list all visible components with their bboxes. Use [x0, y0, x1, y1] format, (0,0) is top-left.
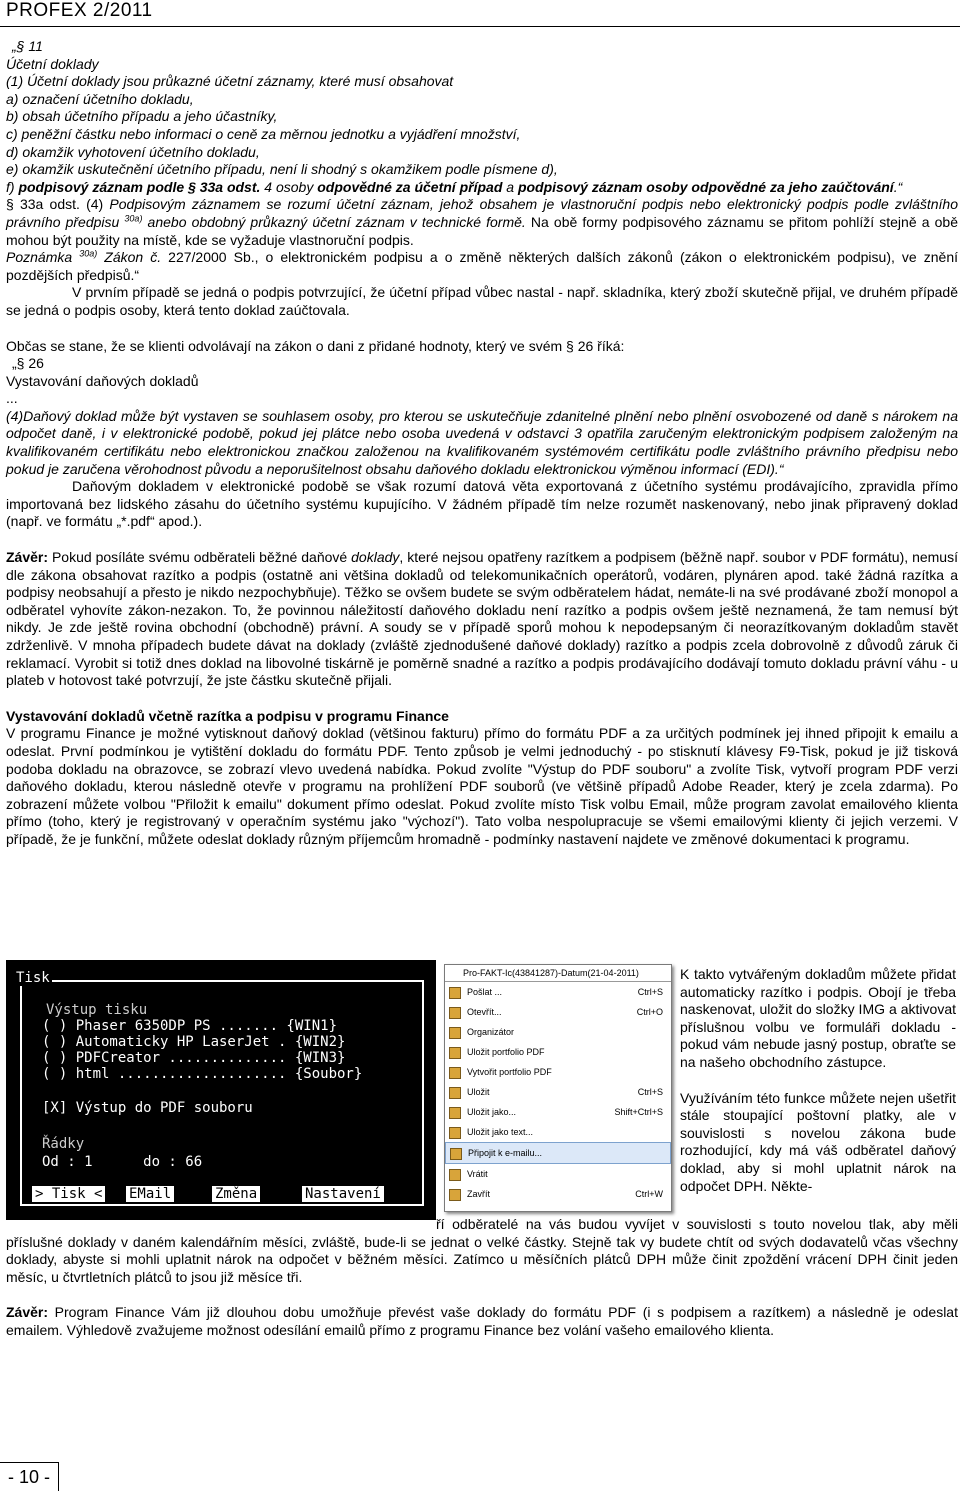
menu-item-label: Organizátor: [467, 1027, 515, 1037]
law-11-item-b: b) obsah účetního případu a jeho účastníky,: [6, 108, 278, 125]
f-prefix: f): [6, 178, 19, 195]
dos-tisk-button[interactable]: [32, 1186, 105, 1202]
menu-item-label: Vytvořit portfolio PDF: [467, 1067, 552, 1077]
expl-b: skladníka, který zboží skutečně přijal, ve druhém případě se jedná o podpis osoby, která tento doklad zaúčtovala.: [6, 284, 958, 318]
dos-email-label: EMail: [126, 1186, 174, 1202]
f-text-1: 4 osoby: [260, 178, 318, 195]
dos-tisk-label: > Tisk <: [32, 1186, 105, 1202]
menu-item-label: Vrátit: [467, 1169, 488, 1179]
dos-print-dialog: [6, 960, 436, 1220]
dph-heading: „§ 26: [12, 355, 44, 372]
s33-text-3: Na obě formy podpisového záznamu se přitom pohlíží stejně a obě mohou být použity na místě, kde se vyžaduje vlastnoruční podpis.: [6, 213, 958, 248]
note-zakon: Zákon č.: [97, 249, 169, 266]
menu-title: Pro-FAKT-Ic(43841287)-Datum(21-04-2011): [445, 965, 671, 982]
zaver-2: [6, 1304, 958, 1339]
dos-option-1[interactable]: ( ) Phaser 6350DP PS ....... {WIN1}: [42, 1018, 338, 1034]
page-number: - 10 -: [0, 1462, 59, 1491]
menu-item-label: Uložit portfolio PDF: [467, 1047, 545, 1057]
dos-email-button[interactable]: [126, 1186, 174, 1202]
menu-item-label: Zavřít: [467, 1189, 491, 1199]
s33-text-2: anebo obdobný průkazný účetní záznam v technické formě.: [142, 213, 531, 230]
side-column: [680, 966, 956, 1195]
side-p1: K takto vytvářeným dokladům můžete přidat automaticky razítko i podpis. Obojí je třeba naskenovat, uložit do složky IMG a aktivovat příslušnou volbu ve formuláři dokladu - pokud vám nebude jasný postup, obraťte se na našeho obchodního zástupce.: [680, 966, 956, 1070]
menu-item[interactable]: [445, 1062, 671, 1082]
menu-item[interactable]: [445, 1022, 671, 1042]
note-text: , o elektronickém podpisu a o změně některých dalších zákonů (zákon o elektronickém podpisu), ve znění pozdějších předpisů.“: [6, 249, 958, 283]
menu-item[interactable]: [445, 1082, 671, 1102]
menu-item-shortcut: Ctrl+S: [637, 1087, 663, 1097]
zaver-2-label: Závěr:: [6, 1304, 49, 1321]
dph-intro: Občas se stane, že se klienti odvolávají na zákon o dani z přidané hodnoty, který ve svém § 26 říká:: [6, 337, 625, 354]
zaver-1-text-b: doklady: [351, 549, 400, 566]
law-33a: [6, 196, 958, 249]
dph-p4: (4)Daňový doklad může být vystaven se souhlasem osoby, pro kterou se uskutečňuje zdanitelné plnění nebo plnění osvobozené od daně s nárokem na odpočet daně, i v elektronické podobě, pokud jej plátce nebo osoba uvedená v odstavci 3 opatřila zaručeným elektronickým podpisem založeným na kvalifikovaném certifikátu nebo elektronickou značkou založenou na kvalifikovaném systémovém certifikátu podle zvláštního právního předpisu nebo pokud je zaručena věrohodnost původu a neporušitelnost obsahu daňového dokladu elektronickou výměnou informací (EDI).“: [6, 407, 958, 477]
menu-item[interactable]: [445, 1042, 671, 1062]
f-bold-2: odpovědné za účetní případ: [317, 178, 503, 195]
article-body: [6, 38, 958, 849]
law-11-item-f: [6, 179, 958, 197]
dos-page-range[interactable]: Od : 1 do : 66: [42, 1154, 203, 1170]
dos-zmena-label: Změna: [212, 1186, 260, 1202]
menu-item-label: Otevřít...: [467, 1007, 502, 1017]
s33-text: Podpisovým záznamem se rozumí účetní záznam, jehož obsahem je vlastnoruční podpis nebo elektronický podpis podle zvláštního právního předpisu: [6, 196, 958, 230]
f-bold-1: podpisový záznam podle § 33a odst.: [18, 178, 261, 195]
journal-title: PROFEX 2/2011: [6, 0, 153, 21]
menu-item-label: Uložit: [467, 1087, 490, 1097]
dos-nastaveni-button[interactable]: [302, 1186, 384, 1202]
dph-title: Vystavování daňových dokladů: [6, 372, 199, 389]
menu-item-icon: [449, 1007, 461, 1019]
menu-item[interactable]: [445, 1122, 671, 1142]
dos-nastaveni-label: Nastavení: [302, 1186, 384, 1202]
dos-section-output: Výstup tisku: [46, 1002, 148, 1018]
menu-item-shortcut: Ctrl+W: [635, 1189, 663, 1199]
menu-item[interactable]: [445, 1102, 671, 1122]
dos-option-2[interactable]: ( ) Automaticky HP LaserJet . {WIN2}: [42, 1034, 346, 1050]
dos-dialog-title: Tisk: [16, 970, 50, 986]
law-11-title: Účetní doklady: [6, 55, 99, 72]
screenshots-figure: [6, 960, 670, 1220]
menu-item[interactable]: [445, 1142, 671, 1164]
law-11-heading: „§ 11: [12, 38, 43, 54]
dph-dots: ...: [6, 390, 18, 407]
law-11-item-a: a) označení účetního dokladu,: [6, 90, 194, 107]
note-label: Poznámka: [6, 249, 80, 266]
f-text-2: a: [502, 178, 518, 195]
expl-a: V prvním případě se jedná o podpis potvrzující, že účetní případ vůbec nastal - např.: [72, 284, 604, 301]
dos-pdf-checkbox[interactable]: [X] Výstup do PDF souboru: [42, 1100, 253, 1116]
note-sup: 30a): [79, 248, 98, 259]
zaver-1: [6, 549, 958, 690]
f-bold-3: podpisový záznam osoby odpovědné za jeho zaúčtování: [517, 178, 894, 195]
menu-item[interactable]: [445, 1164, 671, 1184]
menu-item-icon: [449, 1169, 461, 1181]
menu-items: [445, 982, 671, 1204]
zaver-2-text: Program Finance Vám již dlouhou dobu umožňuje převést vaše doklady do formátu PDF (i s podpisem a razítkem) a následně je odeslat emailem. Výhledově zvažujeme možnost odesílání emailů přímo z programu Finance bez volání vašeho emailového klienta.: [6, 1304, 958, 1338]
menu-item-icon: [449, 1047, 461, 1059]
menu-item[interactable]: [445, 1184, 671, 1204]
page-header: [0, 0, 960, 27]
menu-item-shortcut: Shift+Ctrl+S: [614, 1107, 663, 1117]
signature-explanation: [6, 284, 958, 319]
menu-item-icon: [449, 1067, 461, 1079]
f-end: .“: [893, 178, 903, 195]
menu-item-shortcut: Ctrl+S: [637, 987, 663, 997]
menu-item-icon: [450, 1148, 462, 1160]
menu-item-label: Uložit jako text...: [467, 1127, 534, 1137]
menu-item-label: Uložit jako...: [467, 1107, 517, 1117]
pdf-file-menu: [444, 964, 672, 1212]
finance-text: V programu Finance je možné vytisknout daňový doklad (většinou fakturu) přímo do formátu PDF a za určitých podmínek jej ihned připojit k emailu a odeslat. První podmínkou je vytištění dokladu do formátu PDF. Tento způsob je velmi jednoduchý - po stisknutí klávesy F9-Tisk, pokud je již tisková podoba dokladu na obrazovce, se zobrazí vlevo uvedená nabídka. Pokud zvolíte "Výstup do PDF souboru" a zvolíte Tisk, vytvoří program PDF verzi daňového dokladu, kterou následně otevře v programu na prohlížení PDF souborů (ve většině případů Adobe Reader, který je zcela zdarma). Po zobrazení můžete volbou "Přiložit k emailu" dokument přímo odeslat. Pokud zvolíte místo Tisk volbu Email, může program zavolat emailového klienta přímo (toho, který je registrovaný v operačním systému jako "výchozí"). Tato volba nespolupracuje se všemi emailovými klienty či jejich verzemi. V případě, že je funkční, můžete odeslat doklady různým příjemcům hromadně - podmínky nastavení najdete ve změnové dokumentaci k programu.: [6, 725, 958, 847]
menu-item-icon: [449, 987, 461, 999]
law-11-item-d: d) okamžik vyhotovení účetního dokladu,: [6, 143, 260, 160]
law-11-item-e: e) okamžik uskutečnění účetního případu, není li shodný s okamžikem podle písmene d),: [6, 161, 558, 178]
menu-item[interactable]: [445, 1002, 671, 1022]
law-11-item-c: c) peněžní částku nebo informaci o ceně za měrnou jednotku a vyjádření množství,: [6, 125, 521, 142]
dos-option-3[interactable]: ( ) PDFCreator .............. {WIN3}: [42, 1050, 346, 1066]
law-11-p1: (1) Účetní doklady jsou průkazné účetní záznamy, které musí obsahovat: [6, 73, 454, 90]
menu-item-label: Pošlat ...: [467, 987, 503, 997]
finance-heading: Vystavování dokladů včetně razítka a podpisu v programu Finance: [6, 707, 449, 724]
after-p1: ří odběratelé na vás budou vyvíjet v souvislosti s touto novelou tlak, aby měli příslušné doklady v daném kalendářním měsíci, zvláště, bude-li se jednat o velké částky. Stejně tak vy budete chtít od svých dodavatelů včas všechny doklady, abyste si mohli uplatnit nárok na odpočet v běžném měsíci. Zatímco u měsíčních plátců DPH může činit zpoždění vrácení DPH činit jeden měsíc, u čtvrtletních plátců to jsou již měsíce tři.: [6, 1216, 958, 1285]
zaver-1-text-a: Pokud posíláte svému odběrateli běžné daňové: [48, 549, 352, 566]
menu-item-label: Připojit k e-mailu...: [468, 1148, 543, 1158]
menu-item[interactable]: [445, 982, 671, 1002]
law-11-quote: [6, 38, 958, 196]
dos-option-4[interactable]: ( ) html .................... {Soubor}: [42, 1066, 363, 1082]
menu-item-icon: [449, 1107, 461, 1119]
side-p2: Využíváním této funkce můžete nejen ušetřit stále stoupající poštovní platky, ale v souvislosti s novelou zákona bude rozhodující, kdy má váš odběratel daňový doklad, aby si mohl uplatnit nárok na odpočet DPH. Někte-: [680, 1089, 956, 1194]
note-number: 227/2000 Sb.: [168, 249, 255, 266]
dos-section-pages: Řádky: [42, 1136, 85, 1152]
s33-ref: § 33a odst. (4): [6, 196, 110, 213]
dos-zmena-button[interactable]: [212, 1186, 260, 1202]
zaver-1-text-c: , které nejsou opatřeny razítkem a podpisem (běžně např. soubor v PDF formátu), nemusí dle zákona obsahovat razítko a podpis (ostatně ani většina dokladů od telekomunikačních operátorů, vodáren, plynáren apod. také žádná razítka a podpisy neobsahují a přesto je nikdo nezpochybňuje). Těžko se ovšem budete se svým odběratelem hádat, nemáte-li na své prodávané zboží monopol a odběratel vyhovíte zákon-nezakon. To, že povinnou náležitostí daňového dokladu není razítko a podpis ovšem ještě neznamená, že tam nemusí být nikdy. Je zde ještě rovina obchodní (obchodně) právní. A soudy se v případě sporů mohou k nepodepsaným či neorazítkovaným dokladům stavět zdrženlivě. V mnoha případech budete dávat na doklady (zvláště zjednodušené daňové doklady) razítko a podpis zcela dobrovolně z důvodů záruk či reklamací. Vyrobit si totiž dnes doklad na libovolné tiskárně je poměrně snadné a razítko a podpis prodávajícího dodávají tomuto dokladu právní váhu - u plateb v hotovost také potvrzují, že jste částku skutečně přijali.: [6, 549, 958, 689]
menu-item-icon: [449, 1087, 461, 1099]
after-figure-text: [6, 1216, 958, 1340]
menu-item-icon: [449, 1189, 461, 1201]
menu-item-icon: [449, 1027, 461, 1039]
zaver-1-label: Závěr:: [6, 549, 49, 566]
menu-item-shortcut: Ctrl+O: [636, 1007, 663, 1017]
dph-explain: Daňovým dokladem v elektronické podobě se však rozumí datová věta exportovaná z účetního systému prodávajícího, zpravidla přímo importovaná bez lidského zásahu do účetního systému kupujícího. V žádném případě tím nelze rozumět naskenovaný, nebo jinak připravený doklad (např. ve formátu „*.pdf“ apod.).: [6, 478, 958, 530]
s33-sup: 30a): [124, 213, 143, 224]
law-note: [6, 249, 958, 284]
menu-item-icon: [449, 1127, 461, 1139]
